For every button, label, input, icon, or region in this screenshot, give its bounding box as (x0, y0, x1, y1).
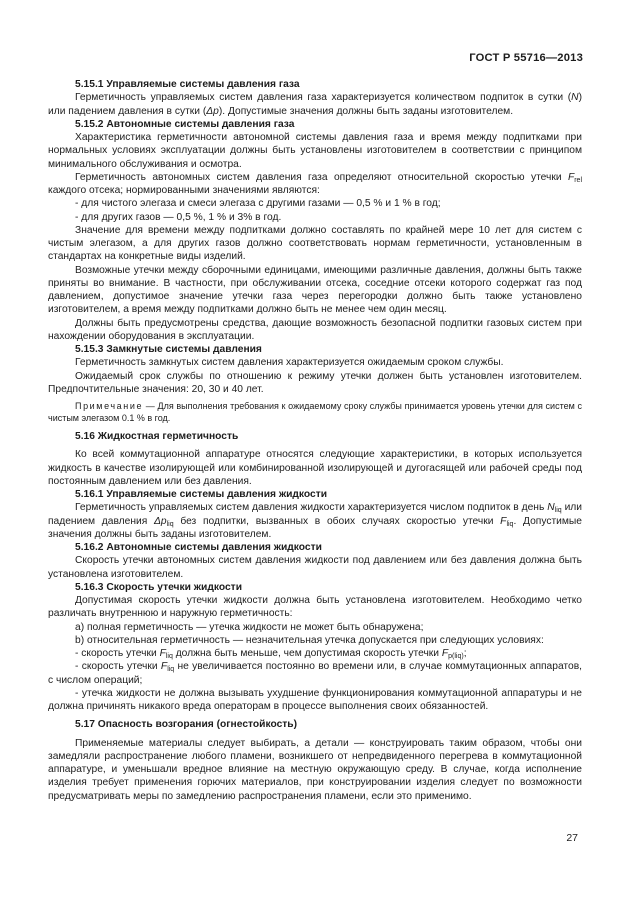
section-5-17-heading: 5.17 Опасность возгорания (огнестойкость) (75, 719, 298, 731)
paragraph: Возможные утечки между сборочными единицами, имеющими различные давления, должны быть также приняты во внимание. В частности, при обслуживании отсека, соседние отсеки которого содержат газ под давлением, допустимое значение утечки газа через перегородки должно быть также установлено изготовителем, а время между подпитками должно быть не менее чем один месяц. (48, 264, 582, 316)
list-item: а) полная герметичность — утечка жидкости не может быть обнаружена; (75, 621, 424, 633)
standard-header: ГОСТ Р 55716—2013 (469, 52, 583, 64)
section-5-16-heading: 5.16 Жидкостная герметичность (75, 431, 239, 442)
list-item: b) относительная герметичность — незначительная утечка допускается при следующих условиях: (75, 634, 544, 646)
list-item: - скорость утечки $F_{liq}$ должна быть меньше, чем допустимая скорость утечки $F_{p(liq)}$; (75, 648, 467, 660)
paragraph: Ожидаемый срок службы по отношению к режиму утечки должен быть установлен изготовителем. Предпочтительные значения: 20, 30 и 40 лет. (48, 370, 582, 395)
paragraph: Герметичность автономных систем давления газа определяют относительной скоростью утечки $F_{rel}$ каждого отсека; нормированными значениями являются: (48, 171, 582, 196)
paragraph: Допустимая скорость утечки жидкости должна быть установлена изготовителем. Необходимо четко различать внутреннюю и наружную герметичность: (48, 595, 582, 620)
paragraph: Герметичность управляемых систем давления газа характеризуется количеством подпиток в сутки (N) или падением давления в сутки (Δp). Допустимые значения должны быть заданы изготовителем. (48, 92, 582, 117)
paragraph: Ко всей коммутационной аппаратуре относятся следующие характеристики, в которых используется жидкость в качестве изолирующей или комбинированной изолирующей и дугогасящей или рабочей среды под постоянным давлением или без давления. (48, 449, 582, 487)
section-5-16-1-heading: 5.16.1 Управляемые системы давления жидкости (75, 489, 328, 500)
section-5-15-2-heading: 5.15.2 Автономные системы давления газа (75, 118, 295, 130)
section-5-16-3-heading: 5.16.3 Скорость утечки жидкости (75, 581, 242, 593)
paragraph: Должны быть предусмотрены средства, дающие возможность безопасной подпитки газовых систем при нахождении оборудования в эксплуатации. (48, 317, 582, 342)
note: Примечание — Для выполнения требования к ожидаемому сроку службы принимается уровень утечки для систем с чистым элегазом 0.1 % в год. (48, 401, 582, 423)
paragraph: Скорость утечки автономных систем давления жидкости под давлением или без давления должна быть установлена изготовителем. (48, 555, 582, 580)
list-item: - для чистого элегаза и смеси элегаза с другими газами — 0,5 % и 1 % в год; (75, 198, 441, 210)
section-5-16-2-heading: 5.16.2 Автономные системы давления жидкости (75, 542, 322, 553)
paragraph: Значение для времени между подпитками должно составлять по крайней мере 10 лет для систем с чистым элегазом, а для других газов должно соответствовать нормам герметичности, установленным в стандартах на конкретные виды изделий. (48, 224, 582, 263)
paragraph: Характеристика герметичности автономной системы давления газа и время между подпитками при нормальных условиях эксплуатации должны быть установлены изготовителем в соответствии с принципом минимального обслуживания и осмотра. (48, 132, 582, 170)
note-label: Примечание (75, 401, 144, 411)
paragraph: Герметичность управляемых систем давления жидкости характеризуется числом подпиток в день $N_{liq}$ или падением давления $\Delta p_{liq}$ без подпитки, вызванных в обоих случаях скоростью утечки $F_{liq}$. Допустимые значения должны быть заданы изготовителем. (48, 502, 583, 540)
list-item: - для других газов — 0,5 %, 1 % и 3% в год. (75, 211, 282, 223)
section-5-15-1-heading: 5.15.1 Управляемые системы давления газа (75, 79, 300, 90)
paragraph: Применяемые материалы следует выбирать, а детали — конструировать таким образом, чтобы они замедляли распространение любого пламени, возникшего от непредвиденного перегрева в коммутационной аппаратуре, и уменьшали вредное влияние на местную окружающую среду. В случае, когда исполнение изделия требует применения горючих материалов, при конструировании изделия следует по возможности предусматривать меры по замедлению распространения пламени, если это применимо. (48, 737, 582, 802)
paragraph: Герметичность замкнутых систем давления характеризуется ожидаемым сроком службы. (75, 357, 504, 369)
page-number: 27 (566, 832, 578, 844)
list-item: - скорость утечки $F_{liq}$ не увеличивается постоянно во времени или, в случае коммутационных аппаратов, с числом операций; (48, 661, 582, 686)
section-5-15-3-heading: 5.15.3 Замкнутые системы давления (75, 344, 262, 355)
list-item: - утечка жидкости не должна вызывать ухудшение функционирования коммутационной аппаратуры и не должна причинять никакого вреда операторам в процессе выполнения своих обязанностей. (48, 687, 582, 712)
page-content (48, 78, 582, 803)
